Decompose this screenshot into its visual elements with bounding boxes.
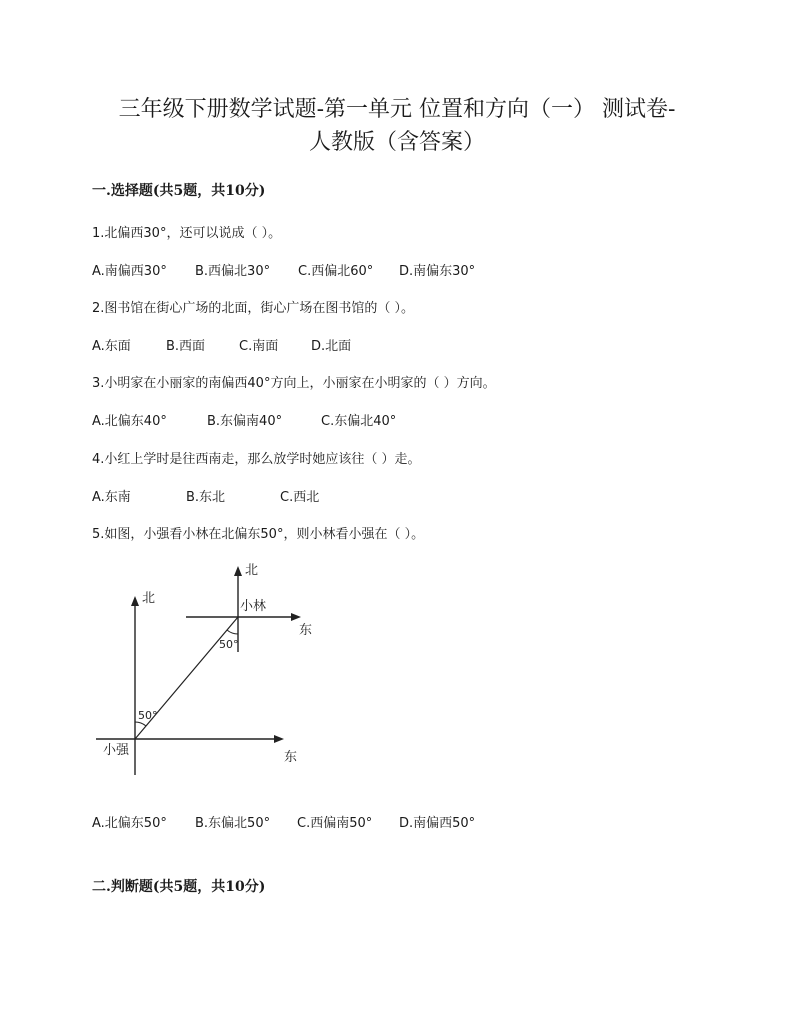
question-3-stem: 3.小明家在小丽家的南偏西40°方向上，小丽家在小明家的（ ）方向。 bbox=[92, 376, 496, 391]
question-5-stem: 5.如图，小强看小林在北偏东50°，则小林看小强在（ ）。 bbox=[92, 527, 425, 542]
label-xiaolin: 小林 bbox=[240, 599, 267, 614]
question-4-stem: 4.小红上学时是往西南走，那么放学时她应该往（ ）走。 bbox=[92, 452, 421, 467]
north-arrow-left-icon bbox=[131, 596, 139, 606]
east-arrow-bottom-icon bbox=[274, 735, 284, 743]
north-arrow-right-icon bbox=[234, 566, 242, 576]
angle-arc-top bbox=[227, 630, 238, 634]
angle-label-top: 50° bbox=[219, 638, 239, 651]
angle-label-bottom: 50° bbox=[138, 709, 158, 722]
q4-option-c[interactable]: C.西北 bbox=[280, 490, 320, 505]
q1-option-c[interactable]: C.西偏北60° bbox=[298, 264, 374, 279]
question-1-stem: 1.北偏西30°，还可以说成（ ）。 bbox=[92, 226, 282, 241]
q3-option-b[interactable]: B.东偏南40° bbox=[207, 414, 283, 429]
q2-option-a[interactable]: A.东面 bbox=[92, 339, 131, 354]
q2-option-c[interactable]: C.南面 bbox=[239, 339, 279, 354]
q4-option-a[interactable]: A.东南 bbox=[92, 490, 131, 505]
q3-option-a[interactable]: A.北偏东40° bbox=[92, 414, 167, 429]
angle-arc-bottom bbox=[135, 722, 146, 726]
q5-option-a[interactable]: A.北偏东50° bbox=[92, 816, 167, 831]
label-north-right: 北 bbox=[245, 563, 259, 578]
east-arrow-top-icon bbox=[291, 613, 301, 621]
label-east-bottom: 东 bbox=[284, 750, 298, 765]
q2-option-b[interactable]: B.西面 bbox=[166, 339, 206, 354]
label-xiaoqiang: 小强 bbox=[103, 743, 130, 758]
q5-option-b[interactable]: B.东偏北50° bbox=[195, 816, 271, 831]
page-title-line-1: 三年级下册数学试题-第一单元 位置和方向（一） 测试卷- bbox=[118, 97, 676, 122]
label-east-top: 东 bbox=[299, 623, 313, 638]
q5-option-d[interactable]: D.南偏西50° bbox=[399, 816, 476, 831]
q2-option-d[interactable]: D.北面 bbox=[311, 339, 352, 354]
q1-option-b[interactable]: B.西偏北30° bbox=[195, 264, 271, 279]
label-north-left: 北 bbox=[142, 591, 156, 606]
question-2-stem: 2.图书馆在街心广场的北面，街心广场在图书馆的（ ）。 bbox=[92, 301, 415, 316]
question-5-options bbox=[92, 812, 475, 831]
page-title-line-2: 人教版（含答案） bbox=[308, 130, 485, 155]
q5-option-c[interactable]: C.西偏南50° bbox=[297, 816, 373, 831]
section-heading-judgement: 二.判断题(共5题，共10分) bbox=[92, 879, 266, 895]
section-heading-choice: 一.选择题(共5题，共10分) bbox=[92, 183, 266, 199]
q1-option-a[interactable]: A.南偏西30° bbox=[92, 264, 167, 279]
q3-option-c[interactable]: C.东偏北40° bbox=[321, 414, 397, 429]
q1-option-d[interactable]: D.南偏东30° bbox=[399, 264, 476, 279]
q4-option-b[interactable]: B.东北 bbox=[186, 490, 226, 505]
